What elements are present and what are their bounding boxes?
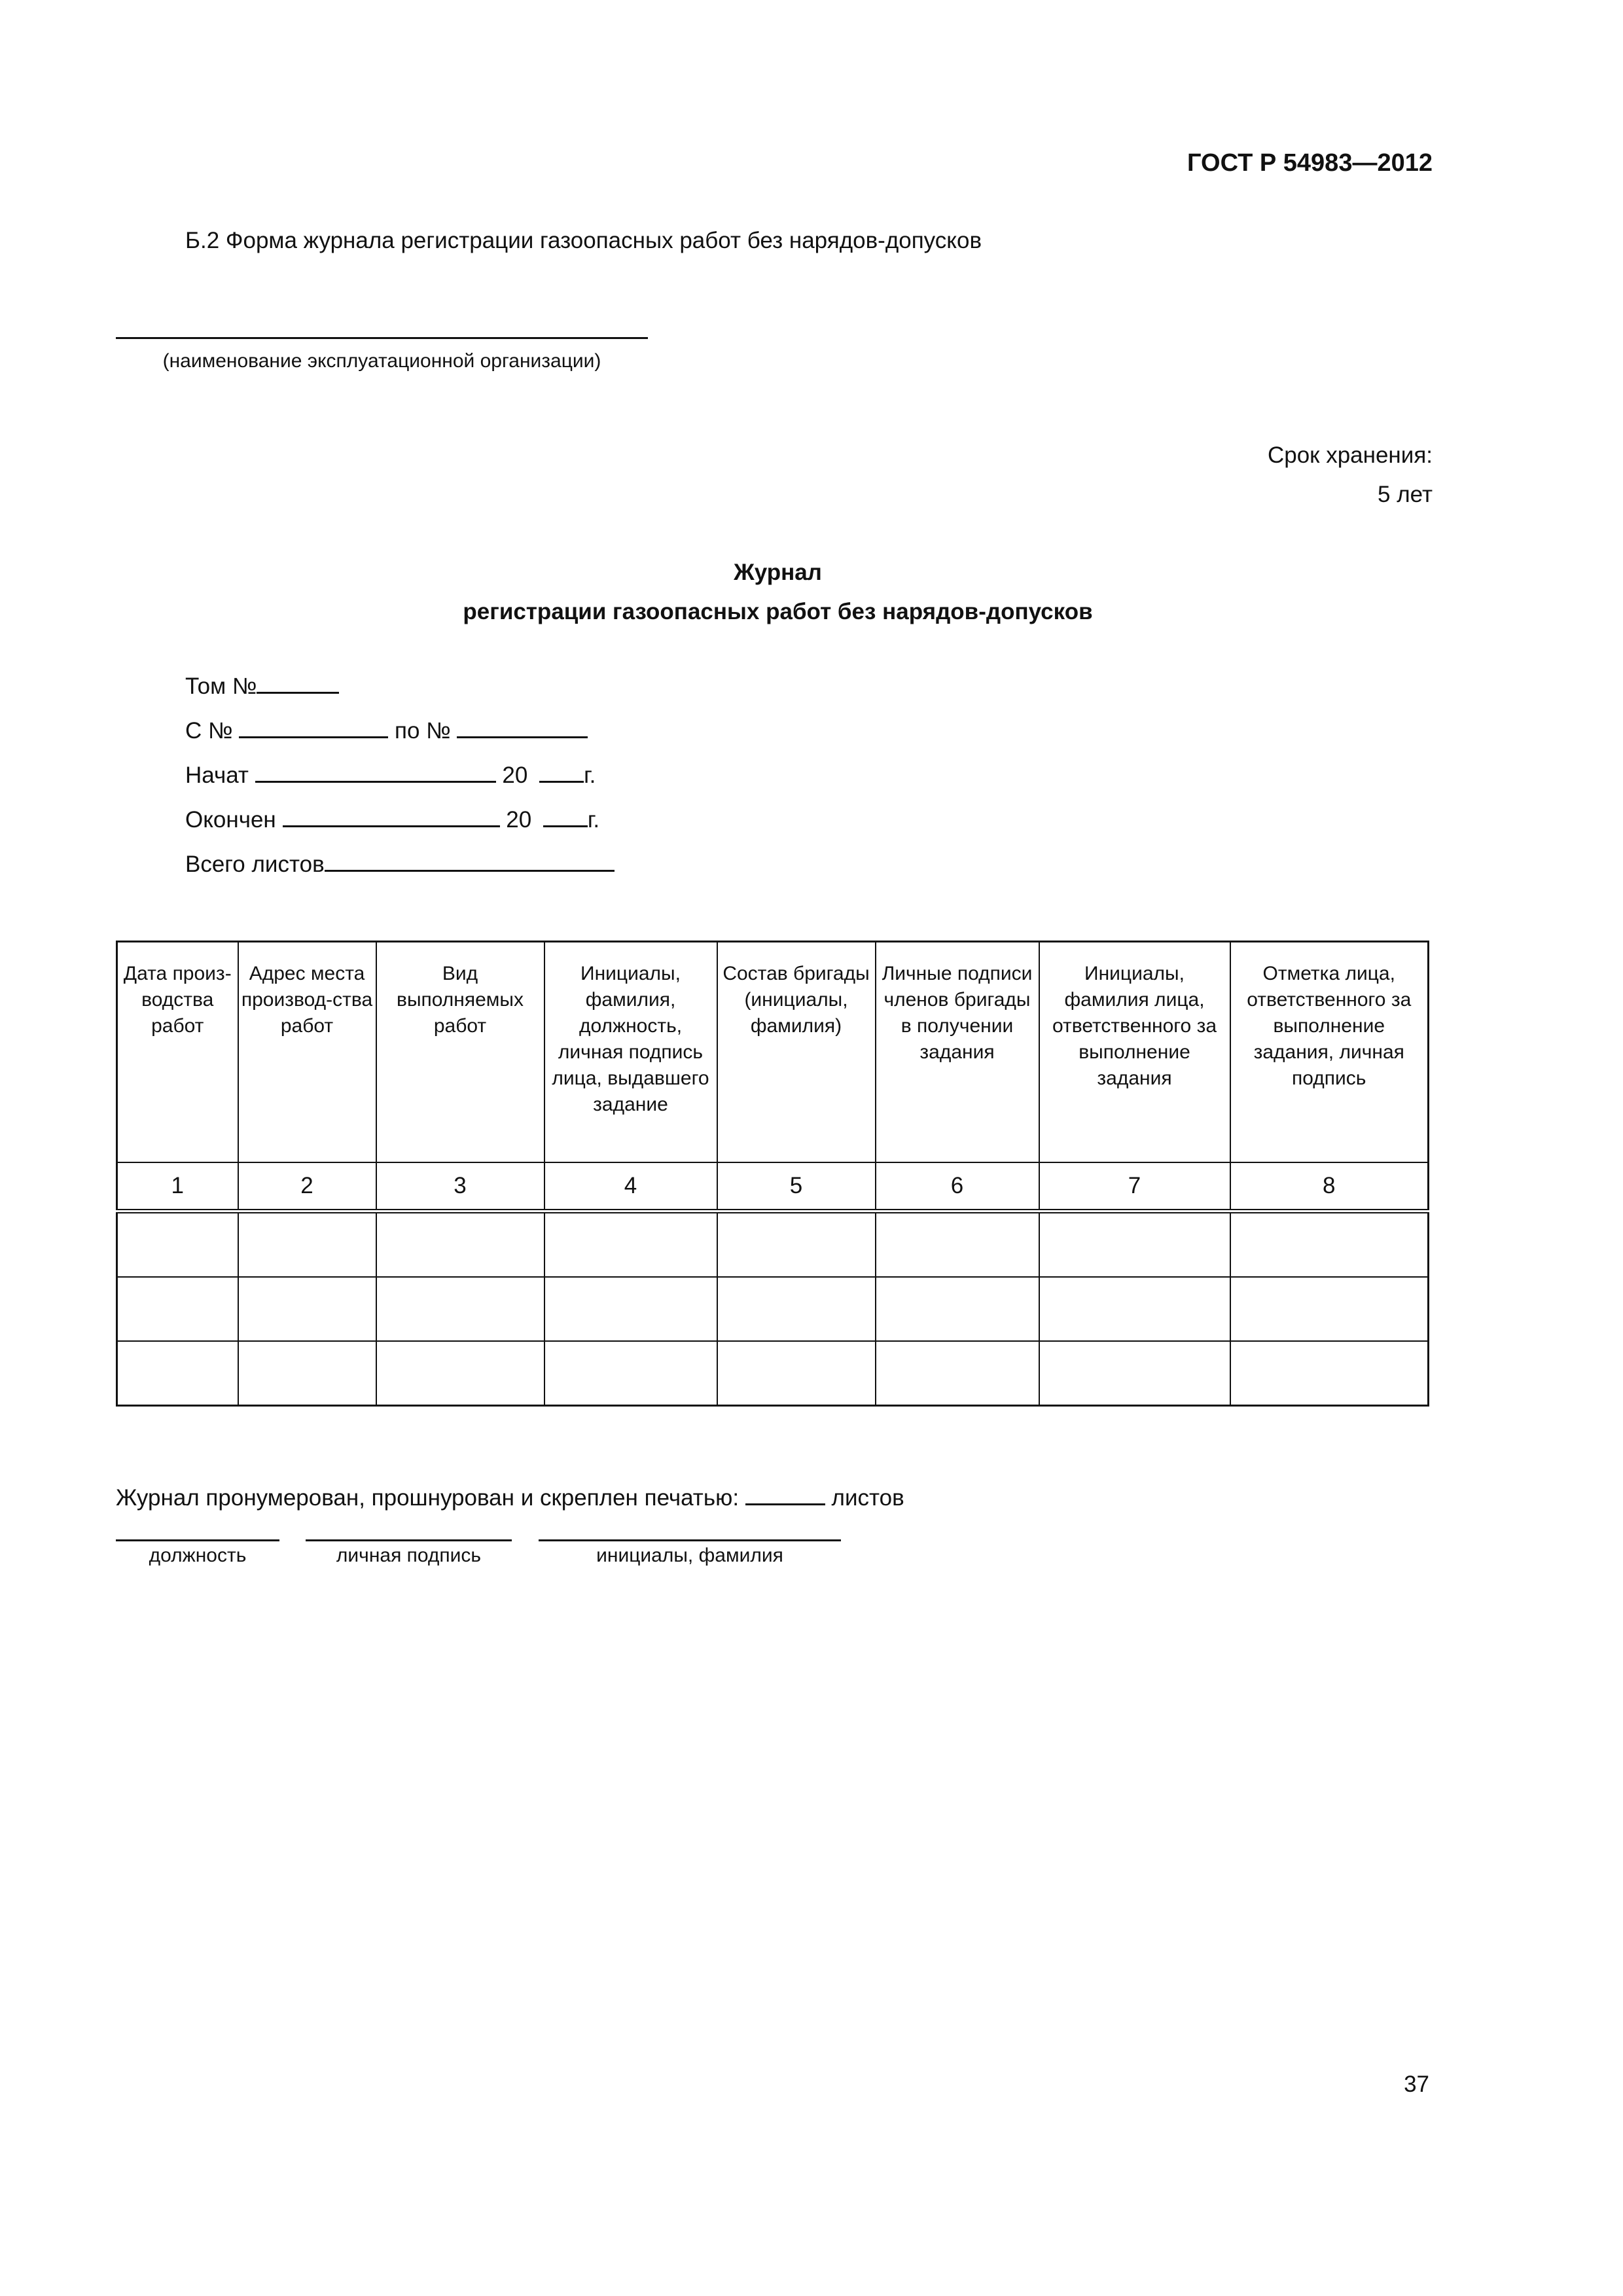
certification-text: Журнал пронумерован, прошнурован и скреплен печатью: (116, 1485, 740, 1511)
standard-code: ГОСТ Р 54983—2012 (1187, 149, 1433, 177)
table-cell[interactable] (117, 1277, 238, 1341)
table-header-row (117, 942, 1429, 1162)
table-row (117, 1341, 1429, 1406)
table-row (117, 1211, 1429, 1277)
table-row (117, 1277, 1429, 1341)
table-cell[interactable] (544, 1277, 717, 1341)
total-blank[interactable] (325, 849, 615, 872)
started-label: Начат (185, 762, 249, 788)
column-number: 8 (1230, 1162, 1429, 1211)
sheet-count-blank[interactable] (745, 1482, 825, 1505)
started-year-prefix: 20 (502, 762, 528, 788)
table-cell[interactable] (117, 1211, 238, 1277)
table-cell[interactable] (376, 1277, 544, 1341)
table-cell[interactable] (717, 1277, 876, 1341)
total-row (185, 849, 615, 878)
journal-title (0, 553, 1556, 632)
table-cell[interactable] (1230, 1277, 1429, 1341)
started-year-blank[interactable] (539, 760, 584, 783)
table-cell[interactable] (238, 1341, 376, 1406)
to-blank[interactable] (457, 715, 588, 738)
finished-year-suffix: г. (587, 807, 600, 833)
table-cell[interactable] (876, 1211, 1039, 1277)
table-cell[interactable] (376, 1211, 544, 1277)
signature-caption: личная подпись (336, 1545, 482, 1566)
table-cell[interactable] (544, 1341, 717, 1406)
storage-label: Срок хранения: (1267, 442, 1433, 468)
journal-table (116, 941, 1429, 1407)
section-title: Б.2 Форма журнала регистрации газоопасных работ без нарядов-допусков (185, 228, 982, 253)
column-number: 7 (1039, 1162, 1230, 1211)
header-issuer: Инициалы, фамилия, должность, личная подпись лица, выдавшего задание (544, 942, 717, 1162)
column-number: 6 (876, 1162, 1039, 1211)
table-cell[interactable] (117, 1341, 238, 1406)
to-label: по № (395, 718, 451, 744)
finished-label: Окончен (185, 807, 276, 833)
finished-year-blank[interactable] (543, 804, 588, 827)
journal-title-line1: Журнал (734, 560, 822, 585)
finished-row (185, 804, 599, 833)
header-responsible: Инициалы, фамилия лица, ответственного за выполнение задания (1039, 942, 1230, 1162)
initials-caption: инициалы, фамилия (596, 1545, 783, 1566)
started-row (185, 760, 596, 789)
finished-year-prefix: 20 (506, 807, 532, 833)
table-cell[interactable] (376, 1341, 544, 1406)
column-number: 5 (717, 1162, 876, 1211)
from-blank[interactable] (239, 715, 388, 738)
storage-period (1268, 436, 1433, 514)
table-cell[interactable] (1039, 1341, 1230, 1406)
table-cell[interactable] (876, 1277, 1039, 1341)
table-cell[interactable] (876, 1341, 1039, 1406)
table-cell[interactable] (1039, 1211, 1230, 1277)
started-year-suffix: г. (584, 762, 596, 788)
volume-blank[interactable] (257, 671, 339, 694)
position-caption: должность (149, 1545, 247, 1566)
finished-blank[interactable] (283, 804, 500, 827)
certification-unit: листов (831, 1485, 904, 1511)
column-number: 4 (544, 1162, 717, 1211)
organization-name-line[interactable] (116, 337, 648, 339)
certification-row (116, 1482, 904, 1511)
organization-caption: (наименование эксплуатационной организации) (162, 350, 601, 372)
table-cell[interactable] (1039, 1277, 1230, 1341)
table-cell[interactable] (238, 1277, 376, 1341)
signature-line[interactable] (306, 1539, 512, 1541)
table-cell[interactable] (238, 1211, 376, 1277)
volume-row (185, 671, 339, 700)
page-number: 37 (1404, 2072, 1429, 2097)
table-cell[interactable] (1230, 1211, 1429, 1277)
from-label: С № (185, 718, 233, 744)
column-number: 2 (238, 1162, 376, 1211)
header-work-type: Вид выполняемых работ (376, 942, 544, 1162)
position-line[interactable] (116, 1539, 279, 1541)
header-crew-signatures: Личные подписи членов бригады в получении задания (876, 942, 1039, 1162)
started-blank[interactable] (255, 760, 496, 783)
column-number: 1 (117, 1162, 238, 1211)
journal-title-line2: регистрации газоопасных работ без нарядов-допусков (463, 599, 1093, 624)
range-row (185, 715, 588, 744)
storage-value: 5 лет (1378, 482, 1433, 507)
header-date: Дата произ-водства работ (117, 942, 238, 1162)
table-cell[interactable] (1230, 1341, 1429, 1406)
column-number-row (117, 1162, 1429, 1211)
table-cell[interactable] (544, 1211, 717, 1277)
initials-line[interactable] (539, 1539, 841, 1541)
header-crew: Состав бригады (инициалы, фамилия) (717, 942, 876, 1162)
header-completion-mark: Отметка лица, ответственного за выполнение задания, личная подпись (1230, 942, 1429, 1162)
table-cell[interactable] (717, 1211, 876, 1277)
header-address: Адрес места производ-ства работ (238, 942, 376, 1162)
total-label: Всего листов (185, 852, 325, 877)
volume-label: Том № (185, 673, 257, 699)
table-cell[interactable] (717, 1341, 876, 1406)
column-number: 3 (376, 1162, 544, 1211)
